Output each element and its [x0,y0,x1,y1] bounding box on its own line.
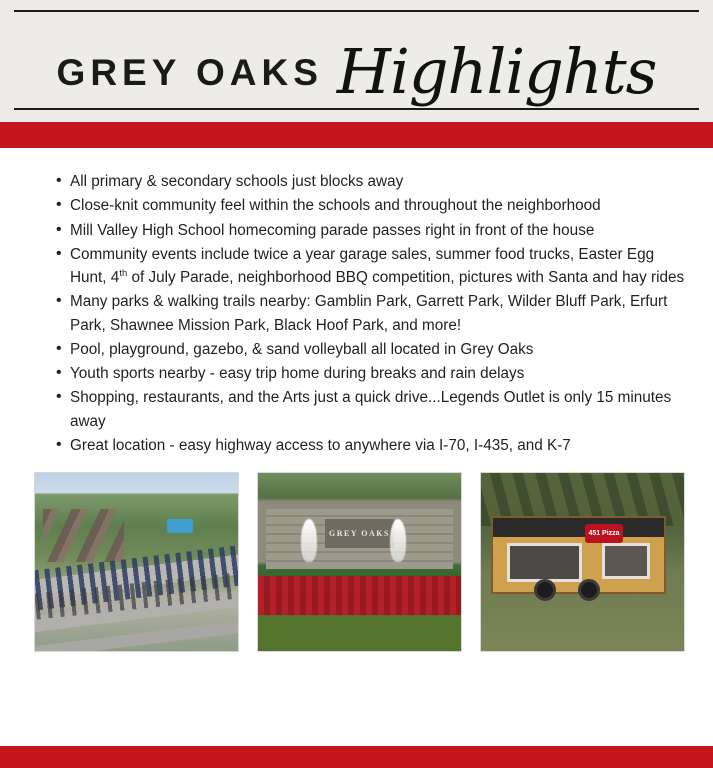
monument-sign-text: GREY OAKS [328,529,390,538]
list-item: • Many parks & walking trails nearby: Gamblin Park, Garrett Park, Wilder Bluff Park, Erfurt Park, Shawnee Mission Park, Black Hoof Park, and more! [56,290,687,337]
food-truck-shape [491,516,666,594]
community-events-text-part2: of July Parade, neighborhood BBQ competition, pictures with Santa and hay rides [127,269,685,286]
list-item: • All primary & secondary schools just blocks away [56,170,687,193]
list-item: • Close-knit community feel within the schools and throughout the neighborhood [56,194,687,217]
footer-red-bar [0,746,713,768]
grass-shape [258,615,461,651]
list-item: • Great location - easy highway access to anywhere via I-70, I-435, and K-7 [56,434,687,457]
truck-wheel [578,579,600,601]
pool-shape [167,519,193,533]
photo-row [0,458,713,652]
monument-sign [325,519,394,547]
fountain-shape [301,519,317,562]
page-title: GREY OAKS [56,52,323,93]
list-item: • Pool, playground, gazebo, & sand volleyball all located in Grey Oaks [56,338,687,361]
flower-bed-shape [258,576,461,615]
header-title-group [0,35,713,108]
header-bottom-rule [14,108,699,110]
list-item-community-events [56,243,687,290]
page-title-script: Highlights [336,35,657,108]
truck-service-window [507,543,582,582]
truck-wheel [534,579,556,601]
highlights-list [26,170,687,457]
fountain-shape [390,519,406,562]
page-header [0,0,713,122]
list-item: • Mill Valley High School homecoming parade passes right in front of the house [56,219,687,242]
rooftops-shape [43,509,124,562]
list-item: • Youth sports nearby - easy trip home during breaks and rain delays [56,362,687,385]
aerial-neighborhood-photo [34,472,239,652]
pizza-food-truck-photo [480,472,685,652]
truck-side-window [602,543,650,579]
community-events-text-part1: Community events include twice a year garage sales, summer food trucks, Easter Egg Hunt, 4 [70,245,655,286]
pizza-logo: 451 Pizza [585,524,623,543]
list-item: • Shopping, restaurants, and the Arts just a quick drive...Legends Outlet is only 15 minutes away [56,386,687,433]
header-red-divider [0,122,713,148]
header-top-rule [14,10,699,12]
truck-top-band [493,518,664,537]
highlights-section [0,148,713,457]
grey-oaks-monument-photo [257,472,462,652]
ordinal-superscript: th [119,267,128,279]
